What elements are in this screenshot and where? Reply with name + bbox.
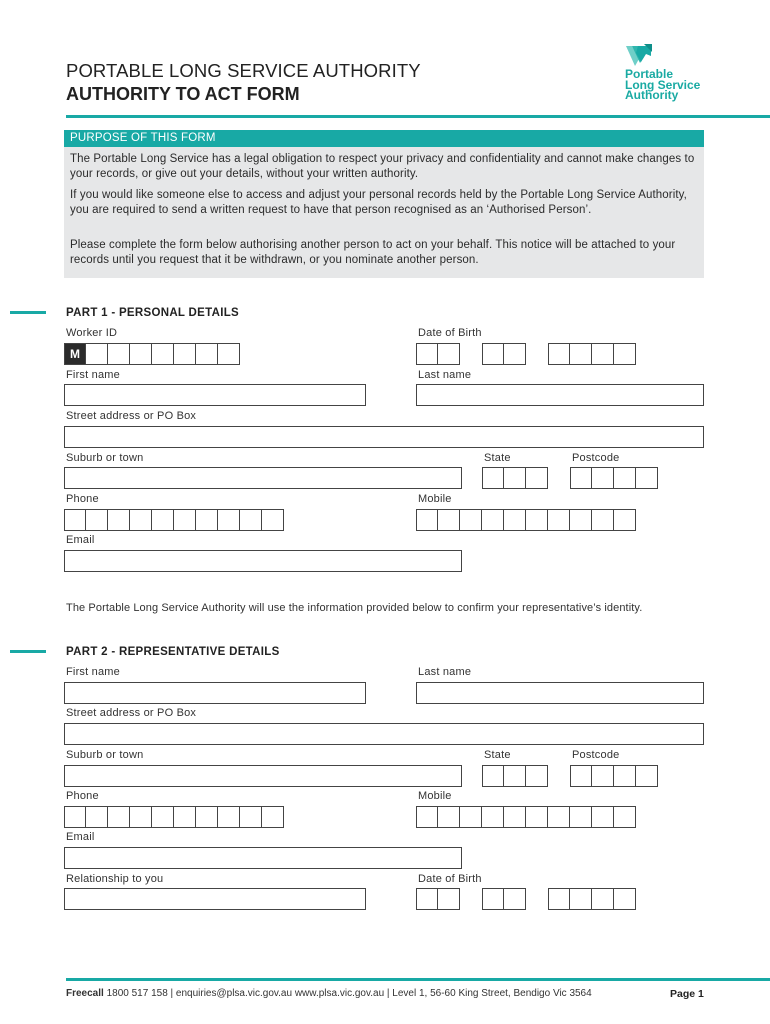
worker-id-digit[interactable] (152, 343, 174, 365)
part2-marker (10, 650, 46, 653)
rep-dob-year-digit[interactable] (570, 888, 592, 910)
rep-dob-day-digit[interactable] (416, 888, 438, 910)
dob-month-digit[interactable] (504, 343, 526, 365)
mobile-digit[interactable] (570, 509, 592, 531)
rep-suburb-field[interactable] (64, 765, 462, 787)
rep-mobile-digit[interactable] (570, 806, 592, 828)
dob-day-digit[interactable] (416, 343, 438, 365)
worker-id-field[interactable] (64, 343, 240, 365)
phone-digit[interactable] (130, 509, 152, 531)
dob-year-field[interactable] (548, 343, 636, 365)
worker-id-digit[interactable] (174, 343, 196, 365)
mobile-label: Mobile (418, 493, 452, 505)
rep-mobile-label: Mobile (418, 790, 452, 802)
worker-id-digit[interactable] (108, 343, 130, 365)
postcode-label: Postcode (572, 452, 620, 464)
rep-mobile-digit[interactable] (614, 806, 636, 828)
rep-mobile-field[interactable] (416, 806, 636, 828)
rep-state-char[interactable] (526, 765, 548, 787)
worker-id-digit[interactable] (196, 343, 218, 365)
part1-title: PART 1 - PERSONAL DETAILS (66, 307, 239, 319)
rep-state-label: State (484, 749, 511, 761)
purpose-paragraph-3: Please complete the form below authorising another person to act on your behalf. This notice will be attached to your records until you request that it be withdrawn, or you nominate another person. (70, 239, 676, 266)
rep-dob-year-digit[interactable] (548, 888, 570, 910)
rep-dob-year-field[interactable] (548, 888, 636, 910)
rep-phone-digit[interactable] (152, 806, 174, 828)
part1-marker (10, 311, 46, 314)
logo-line-2: Long Service (625, 77, 701, 92)
rep-phone-digit[interactable] (218, 806, 240, 828)
mobile-digit[interactable] (438, 509, 460, 531)
rep-street-label: Street address or PO Box (66, 707, 197, 719)
mobile-digit[interactable] (614, 509, 636, 531)
dob-year-digit[interactable] (614, 343, 636, 365)
street-label: Street address or PO Box (66, 410, 197, 422)
rep-phone-digit[interactable] (86, 806, 108, 828)
part2-title: PART 2 - REPRESENTATIVE DETAILS (66, 646, 280, 658)
rep-postcode-field[interactable] (570, 765, 658, 787)
mobile-digit[interactable] (592, 509, 614, 531)
mobile-digit[interactable] (548, 509, 570, 531)
rep-dob-day-digit[interactable] (438, 888, 460, 910)
phone-digit[interactable] (108, 509, 130, 531)
worker-id-digit[interactable] (218, 343, 240, 365)
state-char[interactable] (504, 467, 526, 489)
rep-phone-digit[interactable] (262, 806, 284, 828)
rep-phone-digit[interactable] (130, 806, 152, 828)
email-field[interactable] (64, 550, 462, 572)
rep-phone-digit[interactable] (174, 806, 196, 828)
relationship-label: Relationship to you (66, 873, 164, 885)
phone-label: Phone (66, 493, 99, 505)
rep-dob-year-digit[interactable] (614, 888, 636, 910)
plsa-logo-text (625, 69, 700, 101)
rep-phone-label: Phone (66, 790, 99, 802)
form-title: AUTHORITY TO ACT FORM (66, 84, 300, 104)
logo-line-1: Portable (625, 67, 674, 81)
purpose-paragraph-2: If you would like someone else to access and adjust your personal records held by the Portable Long Service Authority, you are required to send a written request to have that person recognised as an ‘Authorised Person’. (70, 189, 687, 216)
dob-label: Date of Birth (418, 327, 482, 339)
rep-state-char[interactable] (504, 765, 526, 787)
postcode-digit[interactable] (570, 467, 592, 489)
purpose-paragraph-1: The Portable Long Service has a legal obligation to respect your privacy and confidentiality and cannot make changes to your records, or give out your details, without your written authority. (70, 153, 695, 180)
rep-mobile-digit[interactable] (438, 806, 460, 828)
rep-dob-year-digit[interactable] (592, 888, 614, 910)
worker-id-label: Worker ID (66, 327, 118, 339)
rep-postcode-digit[interactable] (614, 765, 636, 787)
mobile-field[interactable] (416, 509, 636, 531)
worker-id-digit[interactable] (86, 343, 108, 365)
phone-digit[interactable] (196, 509, 218, 531)
relationship-field[interactable] (64, 888, 366, 910)
rep-street-field[interactable] (64, 723, 704, 745)
mobile-digit[interactable] (416, 509, 438, 531)
phone-digit[interactable] (174, 509, 196, 531)
rep-postcode-digit[interactable] (570, 765, 592, 787)
rep-mobile-digit[interactable] (548, 806, 570, 828)
postcode-digit[interactable] (636, 467, 658, 489)
last-name-field[interactable] (416, 384, 704, 406)
first-name-label: First name (66, 369, 120, 381)
rep-postcode-digit[interactable] (636, 765, 658, 787)
rep-dob-month-digit[interactable] (504, 888, 526, 910)
phone-field[interactable] (64, 509, 284, 531)
rep-mobile-digit[interactable] (526, 806, 548, 828)
state-char[interactable] (526, 467, 548, 489)
mobile-digit[interactable] (482, 509, 504, 531)
mobile-digit[interactable] (460, 509, 482, 531)
suburb-label: Suburb or town (66, 452, 144, 464)
rep-mobile-digit[interactable] (504, 806, 526, 828)
purpose-panel (64, 130, 704, 278)
dob-day-digit[interactable] (438, 343, 460, 365)
mobile-digit[interactable] (504, 509, 526, 531)
footer-contact-details: 1800 517 158 | enquiries@plsa.vic.gov.au www.plsa.vic.gov.au | Level 1, 56-60 King Street, Bendigo Vic 3564 (103, 988, 592, 999)
worker-id-digit[interactable] (130, 343, 152, 365)
freecall-label: Freecall (66, 988, 104, 999)
rep-phone-digit[interactable] (240, 806, 262, 828)
phone-digit[interactable] (240, 509, 262, 531)
rep-dob-label: Date of Birth (418, 873, 482, 885)
rep-phone-field[interactable] (64, 806, 284, 828)
state-char[interactable] (482, 467, 504, 489)
email-label: Email (66, 534, 95, 546)
rep-last-name-label: Last name (418, 666, 472, 678)
rep-mobile-digit[interactable] (460, 806, 482, 828)
dob-day-field[interactable] (416, 343, 460, 365)
rep-phone-digit[interactable] (108, 806, 130, 828)
dob-month-digit[interactable] (482, 343, 504, 365)
page-number: Page 1 (670, 988, 704, 1000)
rep-state-char[interactable] (482, 765, 504, 787)
mobile-digit[interactable] (526, 509, 548, 531)
purpose-title: PURPOSE OF THIS FORM (64, 130, 704, 147)
rep-email-field[interactable] (64, 847, 462, 869)
rep-mobile-digit[interactable] (416, 806, 438, 828)
first-name-field[interactable] (64, 384, 366, 406)
postcode-digit[interactable] (614, 467, 636, 489)
last-name-label: Last name (418, 369, 472, 381)
postcode-digit[interactable] (592, 467, 614, 489)
footer-divider (66, 978, 770, 981)
rep-phone-digit[interactable] (196, 806, 218, 828)
rep-phone-digit[interactable] (64, 806, 86, 828)
rep-dob-month-digit[interactable] (482, 888, 504, 910)
rep-dob-day-field[interactable] (416, 888, 460, 910)
state-field[interactable] (482, 467, 548, 489)
rep-state-field[interactable] (482, 765, 548, 787)
dob-year-digit[interactable] (570, 343, 592, 365)
identity-note: The Portable Long Service Authority will use the information provided below to confirm your representative’s identity. (66, 602, 643, 614)
plsa-logo-icon (624, 42, 654, 68)
street-field[interactable] (64, 426, 704, 448)
phone-digit[interactable] (64, 509, 86, 531)
rep-postcode-label: Postcode (572, 749, 620, 761)
header-divider (66, 115, 770, 118)
phone-digit[interactable] (86, 509, 108, 531)
postcode-field[interactable] (570, 467, 658, 489)
rep-dob-month-field[interactable] (482, 888, 526, 910)
dob-month-field[interactable] (482, 343, 526, 365)
phone-digit[interactable] (262, 509, 284, 531)
worker-id-prefix: M (64, 343, 86, 365)
rep-first-name-label: First name (66, 666, 120, 678)
rep-mobile-digit[interactable] (482, 806, 504, 828)
phone-digit[interactable] (218, 509, 240, 531)
dob-year-digit[interactable] (548, 343, 570, 365)
rep-email-label: Email (66, 831, 95, 843)
rep-mobile-digit[interactable] (592, 806, 614, 828)
rep-last-name-field[interactable] (416, 682, 704, 704)
phone-digit[interactable] (152, 509, 174, 531)
rep-postcode-digit[interactable] (592, 765, 614, 787)
form-agency-title: PORTABLE LONG SERVICE AUTHORITY (66, 60, 421, 81)
suburb-field[interactable] (64, 467, 462, 489)
state-label: State (484, 452, 511, 464)
footer-contact (66, 988, 592, 999)
logo-line-3: Authority (625, 88, 679, 102)
dob-year-digit[interactable] (592, 343, 614, 365)
rep-first-name-field[interactable] (64, 682, 366, 704)
rep-suburb-label: Suburb or town (66, 749, 144, 761)
